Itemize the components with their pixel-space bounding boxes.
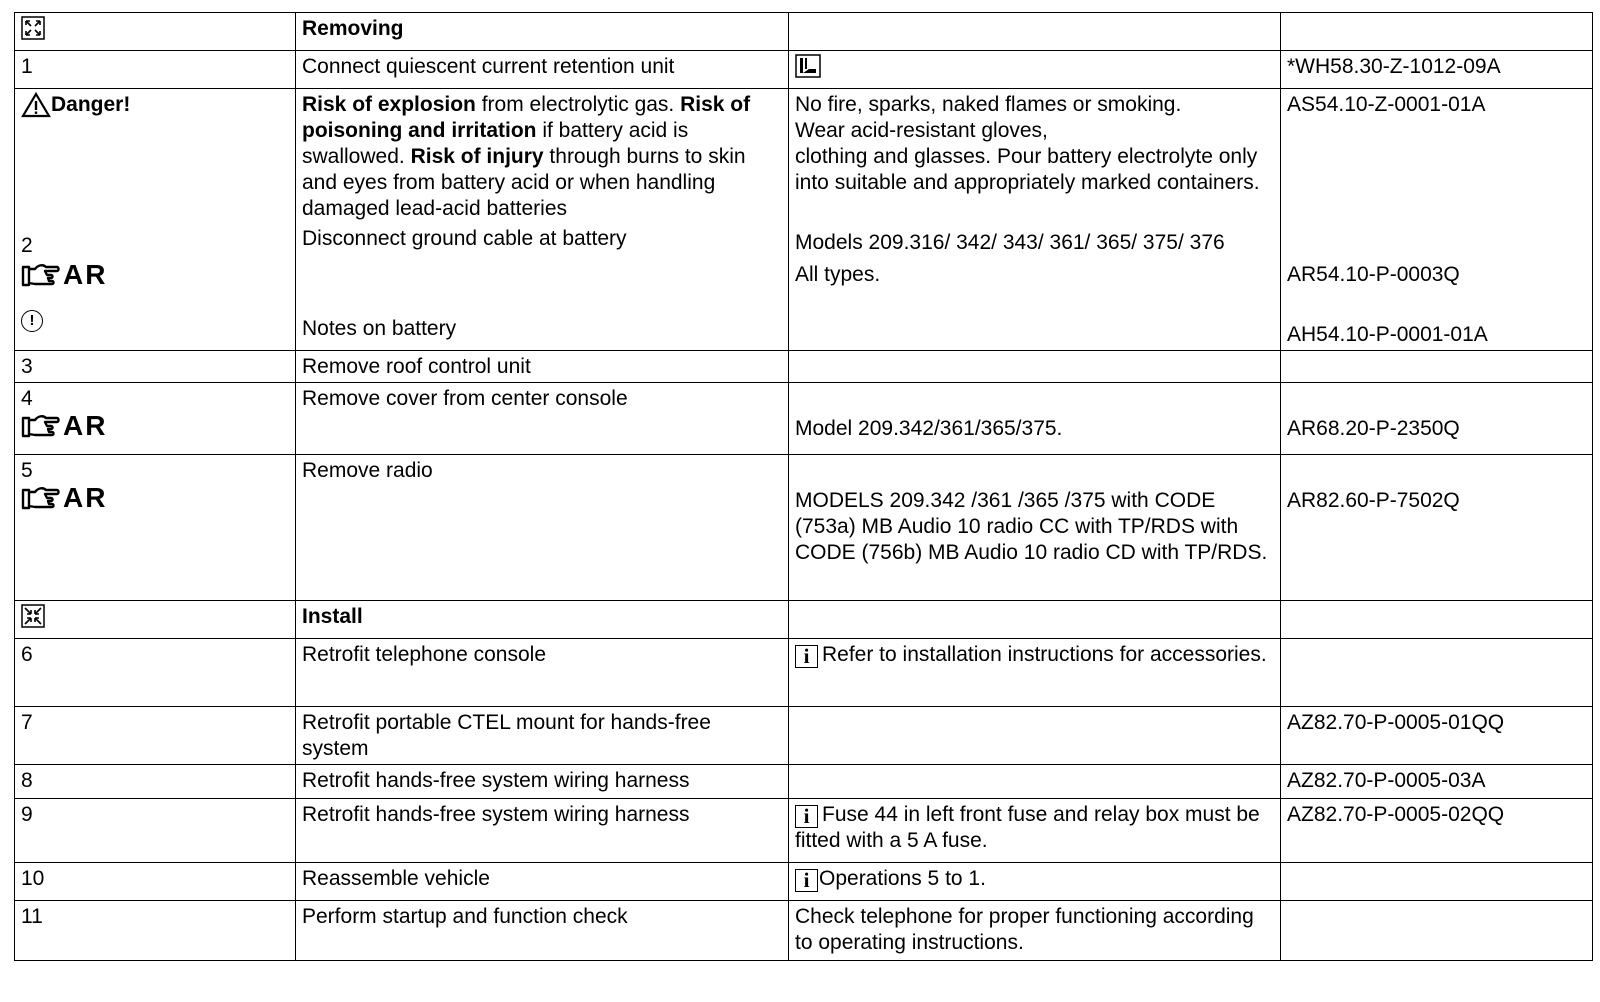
document-reference-cell xyxy=(1281,455,1593,601)
table-row xyxy=(15,51,1593,89)
step-note-cell xyxy=(789,89,1281,351)
section-install-icon-cell xyxy=(15,601,296,639)
document-reference[interactable]: AR68.20-P-2350Q xyxy=(1287,417,1460,440)
step-note: Operations 5 to 1. xyxy=(819,867,986,890)
table-row xyxy=(15,89,1593,351)
notes-icon: ! xyxy=(21,310,43,332)
step-note: MODELS 209.342 /361 /365 /375 with CODE (753a) MB Audio 10 radio CC with TP/RDS with CODE (756b) MB Audio 10 radio CD with TP/RDS. xyxy=(795,489,1268,564)
step-number: 6 xyxy=(15,639,296,707)
section-install-row xyxy=(15,601,1593,639)
document-reference[interactable]: AR54.10-P-0003Q xyxy=(1287,263,1460,286)
section-title: Install xyxy=(296,601,789,639)
step-number: 9 xyxy=(15,799,296,863)
table-row xyxy=(15,765,1593,799)
step-note-cell xyxy=(789,455,1281,601)
ar-reference-marker: AR xyxy=(21,484,107,512)
document-reference-cell xyxy=(1281,383,1593,455)
step-action: Notes on battery xyxy=(302,317,457,340)
step-action: Retrofit telephone console xyxy=(296,639,789,707)
step-marker-cell xyxy=(15,455,296,601)
step-number: 5 xyxy=(21,459,33,482)
table-row xyxy=(15,455,1593,601)
step-action: Remove cover from center console xyxy=(296,383,789,455)
step-note: Model 209.342/361/365/375. xyxy=(795,417,1063,440)
expand-icon xyxy=(21,16,45,40)
pointing-hand-icon xyxy=(21,412,61,440)
danger-label: Danger! xyxy=(21,92,130,118)
danger-text: Risk of explosion from electrolytic gas. Risk of poisoning and irritation if battery acid is swallowed. Risk of injury through burns to skin and eyes from battery acid or when handling damaged lead-acid batteries xyxy=(302,93,751,220)
document-reference[interactable]: AR82.60-P-7502Q xyxy=(1287,489,1460,512)
step-note-cell xyxy=(789,383,1281,455)
table-row xyxy=(15,707,1593,765)
step-number: 1 xyxy=(15,51,296,89)
procedure-table xyxy=(14,12,1593,961)
step-note: Check telephone for proper functioning according to operating instructions. xyxy=(789,901,1281,961)
info-icon: i xyxy=(795,805,818,828)
table-row xyxy=(15,799,1593,863)
step-note-cell xyxy=(789,863,1281,901)
step-action: Retrofit portable CTEL mount for hands-free system xyxy=(296,707,789,765)
step-action: Perform startup and function check xyxy=(296,901,789,961)
info-icon: i xyxy=(795,869,818,892)
step-note-cell xyxy=(789,799,1281,863)
step-number: 11 xyxy=(15,901,296,961)
document-reference[interactable]: *WH58.30-Z-1012-09A xyxy=(1281,51,1593,89)
table-row xyxy=(15,351,1593,383)
step-marker-cell xyxy=(15,383,296,455)
step-note xyxy=(789,51,1281,89)
step-marker-cell xyxy=(15,89,296,351)
step-number: 4 xyxy=(21,387,33,410)
step-action: Reassemble vehicle xyxy=(296,863,789,901)
table-row xyxy=(15,901,1593,961)
step-number: 7 xyxy=(15,707,296,765)
step-note: Models 209.316/ 342/ 343/ 361/ 365/ 375/ 376 xyxy=(795,231,1225,254)
danger-note: No fire, sparks, naked flames or smoking. xyxy=(795,93,1182,116)
step-number: 10 xyxy=(15,863,296,901)
pointing-hand-icon xyxy=(21,261,61,289)
warning-triangle-icon xyxy=(21,92,51,118)
step-note: All types. xyxy=(795,263,881,286)
table-row xyxy=(15,863,1593,901)
document-reference[interactable]: AZ82.70-P-0005-03A xyxy=(1281,765,1593,799)
document-reference-cell xyxy=(1281,89,1593,351)
step-number: 8 xyxy=(15,765,296,799)
info-icon: i xyxy=(795,645,818,668)
step-action: Connect quiescent current retention unit xyxy=(296,51,789,89)
step-number: 2 xyxy=(21,234,33,257)
step-note: Refer to installation instructions for accessories. xyxy=(822,643,1267,666)
step-action: Disconnect ground cable at battery xyxy=(302,227,627,250)
pointing-hand-icon xyxy=(21,484,61,512)
document-reference[interactable]: AZ82.70-P-0005-02QQ xyxy=(1281,799,1593,863)
document-reference[interactable]: AS54.10-Z-0001-01A xyxy=(1287,93,1486,116)
section-removing-row xyxy=(15,13,1593,51)
document-reference[interactable]: AH54.10-P-0001-01A xyxy=(1287,323,1488,346)
step-action: Remove radio xyxy=(296,455,789,601)
step-action: Retrofit hands-free system wiring harness xyxy=(296,799,789,863)
step-note-cell xyxy=(789,639,1281,707)
ar-reference-marker: AR xyxy=(21,412,107,440)
table-row xyxy=(15,383,1593,455)
step-action-cell xyxy=(296,89,789,351)
step-number: 3 xyxy=(15,351,296,383)
ar-reference-marker: AR xyxy=(21,261,107,289)
section-title: Removing xyxy=(296,13,789,51)
danger-note: Wear acid-resistant gloves, xyxy=(795,119,1048,142)
step-action: Remove roof control unit xyxy=(296,351,789,383)
collapse-icon xyxy=(21,604,45,628)
table-row xyxy=(15,639,1593,707)
section-removing-icon-cell xyxy=(15,13,296,51)
tool-icon xyxy=(795,54,821,78)
document-reference[interactable]: AZ82.70-P-0005-01QQ xyxy=(1281,707,1593,765)
step-note: Fuse 44 in left front fuse and relay box must be fitted with a 5 A fuse. xyxy=(795,803,1260,852)
danger-note: clothing and glasses. Pour battery electrolyte only into suitable and appropriately marked containers. xyxy=(795,145,1260,194)
step-action: Retrofit hands-free system wiring harness xyxy=(296,765,789,799)
